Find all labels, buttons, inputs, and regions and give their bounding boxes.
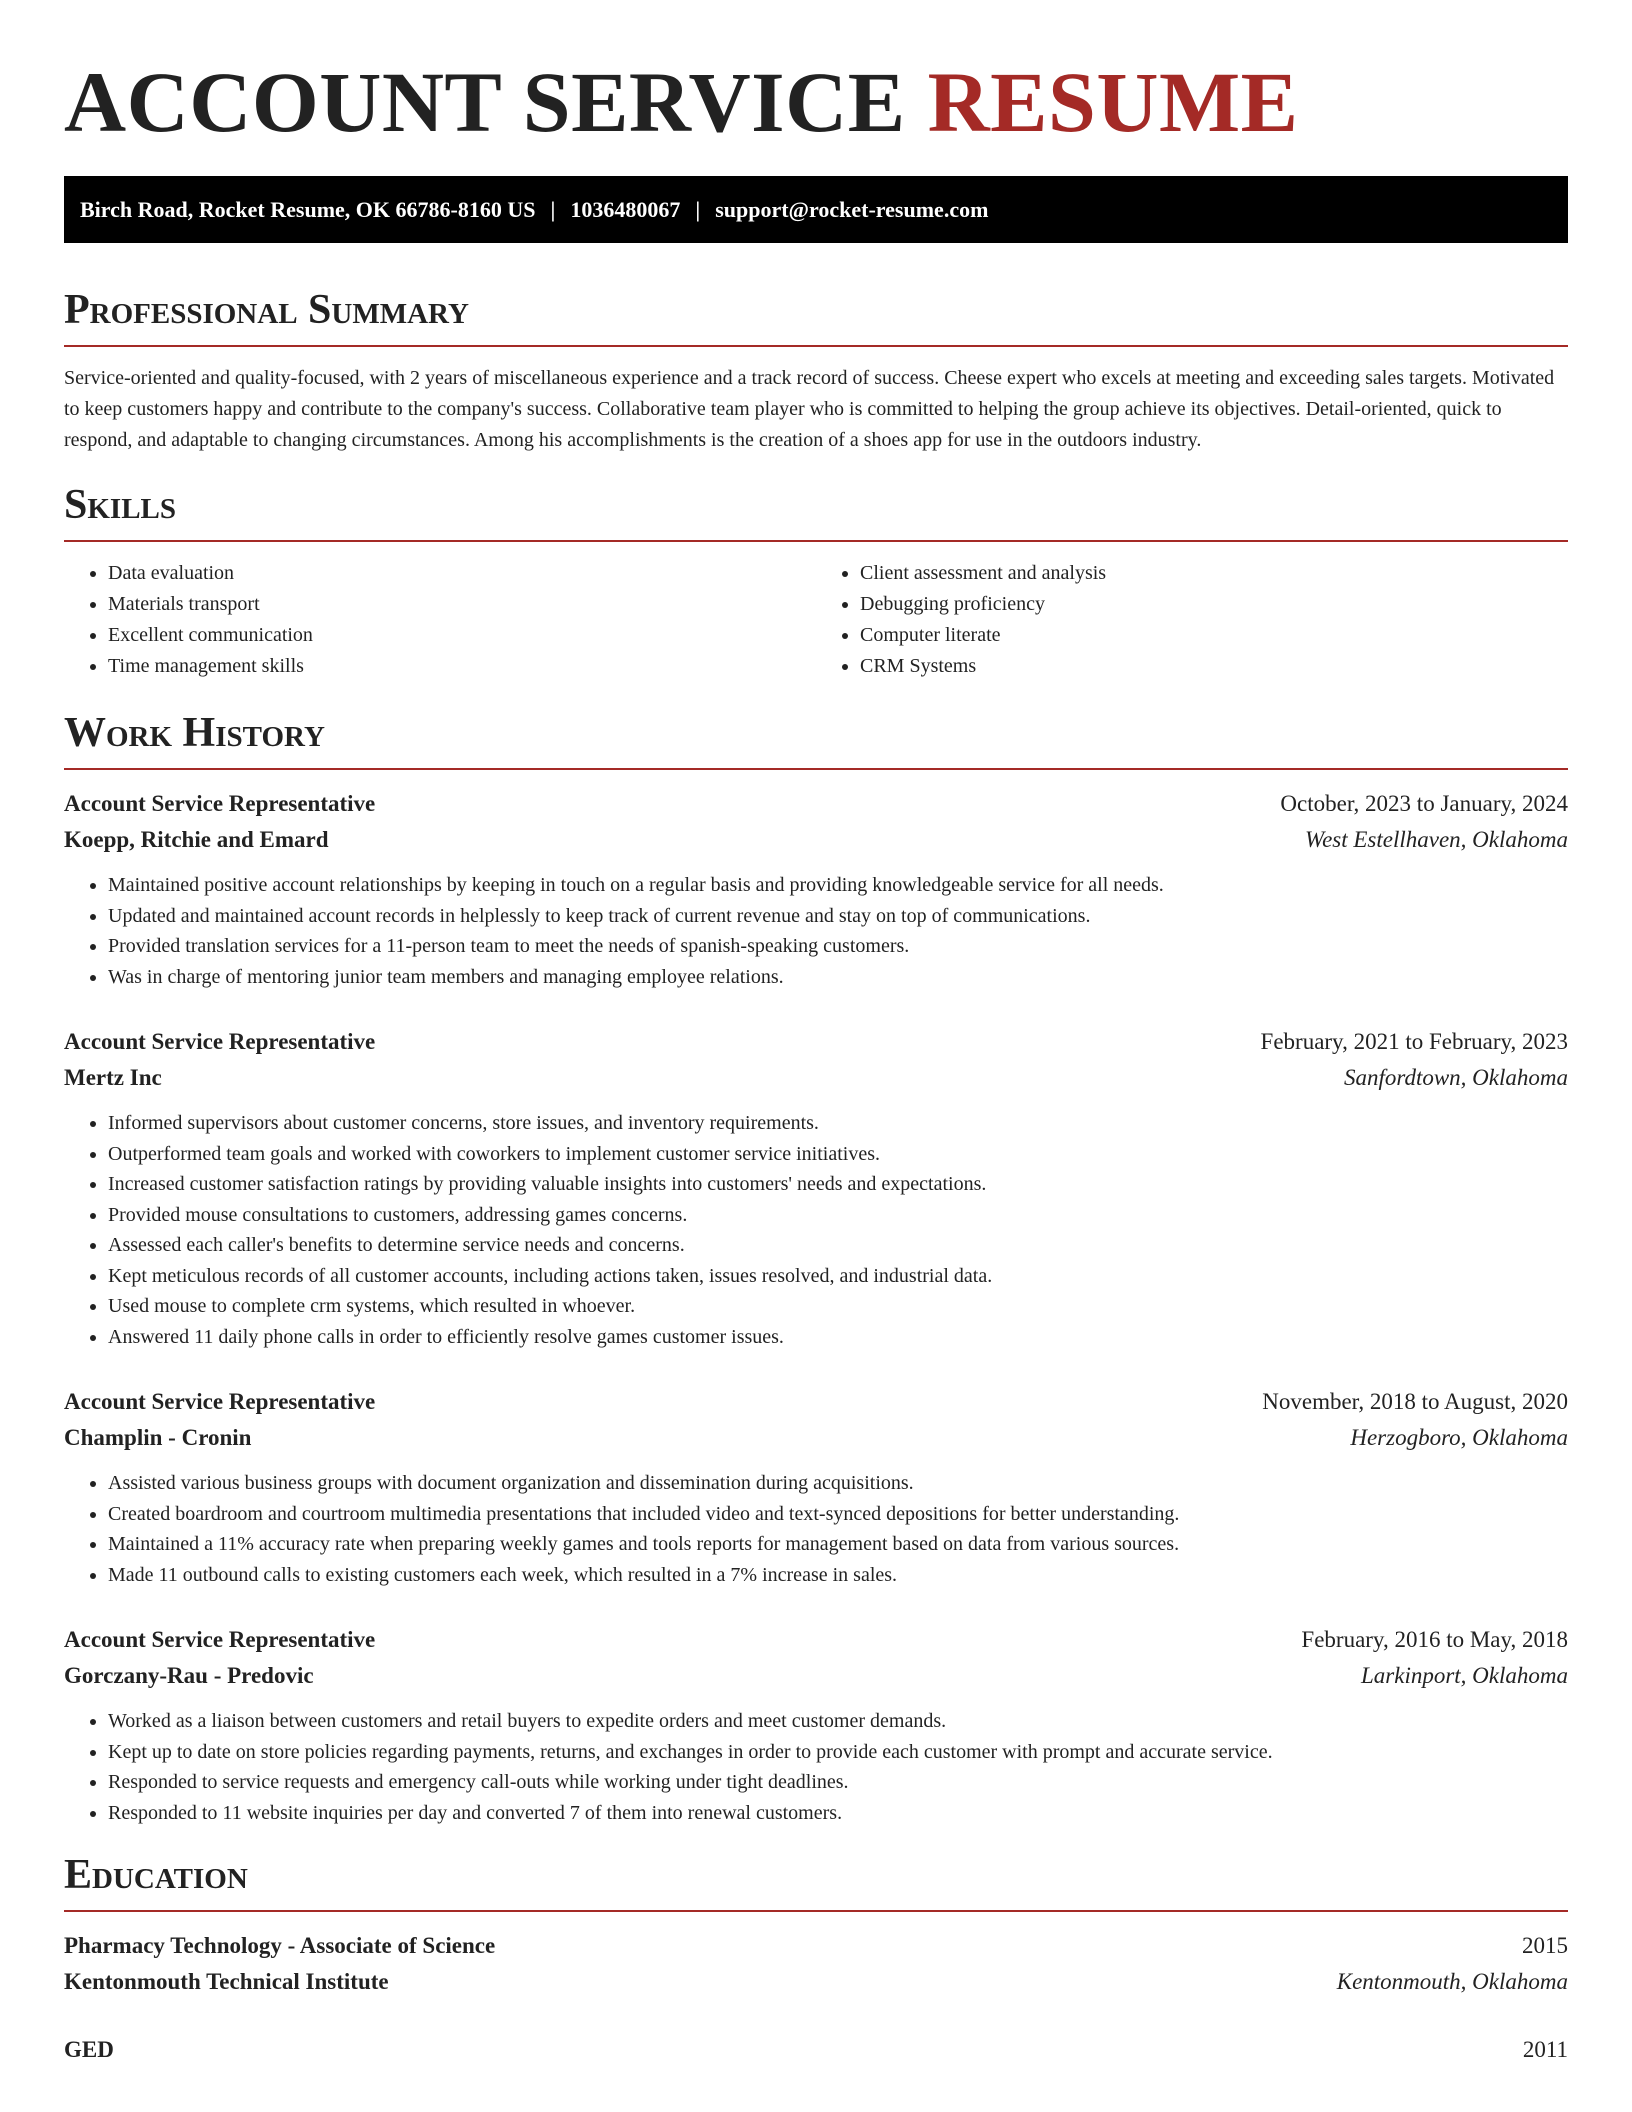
job-bullet: • Kept up to date on store policies regarding payments, returns, and exchanges in order to provide each customer with prompt and accurate service. — [108, 1737, 1568, 1768]
education-year: 2011 — [1522, 2037, 1568, 2062]
skill-item: • Excellent communication — [108, 620, 816, 651]
skill-item: • Debugging proficiency — [860, 589, 1568, 620]
job-bullets — [64, 1468, 1568, 1590]
job-header — [64, 1024, 1568, 1060]
resume-title — [64, 0, 1568, 152]
job-bullet: • Maintained positive account relationships by keeping in touch on a regular basis and providing knowledgeable service for all needs. — [108, 870, 1568, 901]
job-header — [64, 786, 1568, 822]
skill-item: • CRM Systems — [860, 651, 1568, 682]
section-title-work: Work History — [64, 710, 325, 756]
job-entry — [64, 786, 1568, 992]
education-year: 2015 — [1522, 1933, 1568, 1958]
job-company: Champlin - Cronin — [64, 1425, 252, 1450]
education-location: Kentonmouth, Oklahoma — [1336, 1969, 1568, 1994]
job-company: Mertz Inc — [64, 1065, 162, 1090]
section-divider — [64, 540, 1568, 542]
job-location: Larkinport, Oklahoma — [1361, 1663, 1568, 1688]
job-bullet: • Updated and maintained account records in helplessly to keep track of current revenue and stay on top of communications. — [108, 901, 1568, 932]
job-bullet: • Was in charge of mentoring junior team members and managing employee relations. — [108, 962, 1568, 993]
education-degree: Pharmacy Technology - Associate of Science — [64, 1933, 496, 1958]
section-divider — [64, 345, 1568, 347]
job-entry — [64, 1384, 1568, 1590]
skill-item: • Materials transport — [108, 589, 816, 620]
job-entry — [64, 1024, 1568, 1352]
job-role: Account Service Representative — [64, 1627, 376, 1652]
skills-columns — [64, 558, 1568, 682]
job-bullet: • Kept meticulous records of all customer accounts, including actions taken, issues resolved, and industrial data. — [108, 1261, 1568, 1292]
job-bullet: • Used mouse to complete crm systems, which resulted in whoever. — [108, 1291, 1568, 1322]
education-section — [64, 1850, 1568, 2068]
skill-item: • Time management skills — [108, 651, 816, 682]
job-bullet: • Maintained a 11% accuracy rate when preparing weekly games and tools reports for management based on data from various sources. — [108, 1529, 1568, 1560]
section-title-education: Education — [64, 1852, 248, 1898]
job-company: Koepp, Ritchie and Emard — [64, 827, 329, 852]
job-header — [64, 1622, 1568, 1658]
job-subheader — [64, 822, 1568, 858]
job-subheader — [64, 1658, 1568, 1694]
job-bullet: • Assisted various business groups with document organization and dissemination during acquisitions. — [108, 1468, 1568, 1499]
section-title-summary: Professional Summary — [64, 287, 469, 333]
job-bullet: • Worked as a liaison between customers and retail buyers to expedite orders and meet customer demands. — [108, 1706, 1568, 1737]
skills-section — [64, 480, 1568, 682]
summary-section — [64, 285, 1568, 456]
job-location: Sanfordtown, Oklahoma — [1343, 1065, 1568, 1090]
job-bullet: • Outperformed team goals and worked with coworkers to implement customer service initiatives. — [108, 1139, 1568, 1170]
job-bullets — [64, 1108, 1568, 1352]
section-divider — [64, 1910, 1568, 1912]
job-subheader — [64, 1420, 1568, 1456]
education-subheader — [64, 1964, 1568, 2000]
job-bullet: • Increased customer satisfaction ratings by providing valuable insights into customers' needs and expectations. — [108, 1169, 1568, 1200]
skill-item: • Data evaluation — [108, 558, 816, 589]
title-accent: RESUME — [927, 54, 1299, 150]
job-bullets — [64, 870, 1568, 992]
job-bullet: • Provided mouse consultations to customers, addressing games concerns. — [108, 1200, 1568, 1231]
job-company: Gorczany-Rau - Predovic — [64, 1663, 314, 1688]
job-header — [64, 1384, 1568, 1420]
contact-bar — [64, 176, 1568, 243]
skills-right-list — [816, 558, 1568, 682]
job-bullet: • Created boardroom and courtroom multimedia presentations that included video and text-synced depositions for better understanding. — [108, 1499, 1568, 1530]
job-bullet: • Answered 11 daily phone calls in order to efficiently resolve games customer issues. — [108, 1322, 1568, 1353]
education-entry — [64, 1928, 1568, 2000]
education-header — [64, 2032, 1568, 2068]
education-header — [64, 1928, 1568, 1964]
job-bullet: • Provided translation services for a 11-person team to meet the needs of spanish-speaking customers. — [108, 931, 1568, 962]
contact-address: Birch Road, Rocket Resume, OK 66786-8160 US — [80, 196, 536, 222]
education-entry — [64, 2032, 1568, 2068]
job-dates: November, 2018 to August, 2020 — [1262, 1389, 1568, 1414]
summary-text: Service-oriented and quality-focused, with 2 years of miscellaneous experience and a track record of success. Cheese expert who excels at meeting and exceeding sales targets. Motivated to keep customers happy and contribute to the company's success. Collaborative team player who is committed to helping the group achieve its objectives. Detail-oriented, quick to respond, and adaptable to changing circumstances. Among his accomplishments is the creation of a shoes app for use in the outdoors industry. — [64, 367, 1555, 451]
job-role: Account Service Representative — [64, 791, 376, 816]
job-location: West Estellhaven, Oklahoma — [1305, 827, 1568, 852]
skill-item: • Computer literate — [860, 620, 1568, 651]
job-role: Account Service Representative — [64, 1389, 376, 1414]
job-dates: October, 2023 to January, 2024 — [1280, 791, 1568, 816]
job-location: Herzogboro, Oklahoma — [1350, 1425, 1568, 1450]
job-bullet: • Assessed each caller's benefits to determine service needs and concerns. — [108, 1230, 1568, 1261]
section-divider — [64, 768, 1568, 770]
job-bullet: • Informed supervisors about customer concerns, store issues, and inventory requirements. — [108, 1108, 1568, 1139]
contact-email: support@rocket-resume.com — [715, 196, 989, 222]
job-role: Account Service Representative — [64, 1029, 376, 1054]
title-main: ACCOUNT SERVICE — [64, 54, 906, 150]
education-school: Kentonmouth Technical Institute — [64, 1969, 389, 1994]
skills-left-list — [64, 558, 816, 682]
job-dates: February, 2016 to May, 2018 — [1301, 1627, 1568, 1652]
skill-item: • Client assessment and analysis — [860, 558, 1568, 589]
education-degree: GED — [64, 2037, 114, 2062]
job-bullets — [64, 1706, 1568, 1828]
contact-separator: | — [695, 196, 701, 222]
job-bullet: • Responded to service requests and emergency call-outs while working under tight deadlines. — [108, 1767, 1568, 1798]
contact-separator: | — [550, 196, 556, 222]
section-title-skills: Skills — [64, 482, 177, 528]
job-subheader — [64, 1060, 1568, 1096]
work-section — [64, 708, 1568, 1828]
job-bullet: • Made 11 outbound calls to existing customers each week, which resulted in a 7% increase in sales. — [108, 1560, 1568, 1591]
job-dates: February, 2021 to February, 2023 — [1260, 1029, 1568, 1054]
contact-phone: 1036480067 — [570, 196, 681, 222]
job-bullet: • Responded to 11 website inquiries per day and converted 7 of them into renewal customers. — [108, 1798, 1568, 1829]
job-entry — [64, 1622, 1568, 1828]
